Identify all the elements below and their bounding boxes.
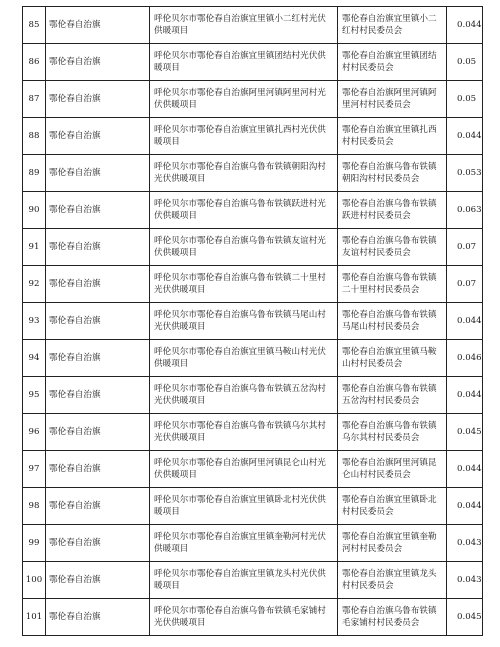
table-row xyxy=(23,192,483,229)
banner-cell: 鄂伦春自治旗 xyxy=(46,340,150,377)
project-name-cell: 呼伦贝尔市鄂伦春自治旗乌鲁布铁镇二十里村光伏供暖项目 xyxy=(150,266,338,303)
table-row xyxy=(23,451,483,488)
table-row xyxy=(23,118,483,155)
project-name-cell: 呼伦贝尔市鄂伦春自治旗宜里镇奎勒河村光伏供暖项目 xyxy=(150,525,338,562)
table-row xyxy=(23,599,483,636)
amount-cell: 0.045 xyxy=(447,414,483,451)
row-number-cell: 99 xyxy=(23,525,46,562)
implementing-unit-cell: 鄂伦春自治旗宜里镇奎勒河村村民委员会 xyxy=(338,525,447,562)
project-name-cell: 呼伦贝尔市鄂伦春自治旗乌鲁布铁镇朝阳沟村光伏供暖项目 xyxy=(150,155,338,192)
amount-cell: 0.044 xyxy=(447,451,483,488)
row-number-cell: 86 xyxy=(23,44,46,81)
implementing-unit-cell: 鄂伦春自治旗宜里镇龙头村村民委员会 xyxy=(338,562,447,599)
amount-cell: 0.053 xyxy=(447,155,483,192)
amount-cell: 0.063 xyxy=(447,192,483,229)
table-row xyxy=(23,303,483,340)
row-number-cell: 91 xyxy=(23,229,46,266)
table-row xyxy=(23,525,483,562)
row-number-cell: 93 xyxy=(23,303,46,340)
project-name-cell: 呼伦贝尔市鄂伦春自治旗阿里河镇阿里河村光伏供暖项目 xyxy=(150,81,338,118)
implementing-unit-cell: 鄂伦春自治旗乌鲁布铁镇五岔沟村村民委员会 xyxy=(338,377,447,414)
implementing-unit-cell: 鄂伦春自治旗乌鲁布铁镇跃进村村民委员会 xyxy=(338,192,447,229)
project-name-cell: 呼伦贝尔市鄂伦春自治旗宜里镇马鞍山村光伏供暖项目 xyxy=(150,340,338,377)
project-name-cell: 呼伦贝尔市鄂伦春自治旗乌鲁布铁镇毛家铺村光伏供暖项目 xyxy=(150,599,338,636)
banner-cell: 鄂伦春自治旗 xyxy=(46,414,150,451)
amount-cell: 0.046 xyxy=(447,340,483,377)
amount-cell: 0.044 xyxy=(447,488,483,525)
row-number-cell: 90 xyxy=(23,192,46,229)
table-row xyxy=(23,81,483,118)
project-name-cell: 呼伦贝尔市鄂伦春自治旗宜里镇龙头村光伏供暖项目 xyxy=(150,562,338,599)
project-name-cell: 呼伦贝尔市鄂伦春自治旗乌鲁布铁镇友谊村光伏供暖项目 xyxy=(150,229,338,266)
banner-cell: 鄂伦春自治旗 xyxy=(46,118,150,155)
project-name-cell: 呼伦贝尔市鄂伦春自治旗乌鲁布铁镇五岔沟村光伏供暖项目 xyxy=(150,377,338,414)
project-name-cell: 呼伦贝尔市鄂伦春自治旗乌鲁布铁镇乌尔其村光伏供暖项目 xyxy=(150,414,338,451)
implementing-unit-cell: 鄂伦春自治旗乌鲁布铁镇马尾山村村民委员会 xyxy=(338,303,447,340)
banner-cell: 鄂伦春自治旗 xyxy=(46,525,150,562)
amount-cell: 0.044 xyxy=(447,303,483,340)
table-row xyxy=(23,414,483,451)
project-name-cell: 呼伦贝尔市鄂伦春自治旗宜里镇卧北村光伏供暖项目 xyxy=(150,488,338,525)
row-number-cell: 100 xyxy=(23,562,46,599)
table-row xyxy=(23,377,483,414)
amount-cell: 0.07 xyxy=(447,266,483,303)
table-row xyxy=(23,155,483,192)
amount-cell: 0.043 xyxy=(447,562,483,599)
row-number-cell: 96 xyxy=(23,414,46,451)
table-row xyxy=(23,7,483,44)
banner-cell: 鄂伦春自治旗 xyxy=(46,599,150,636)
amount-cell: 0.05 xyxy=(447,81,483,118)
amount-cell: 0.07 xyxy=(447,229,483,266)
banner-cell: 鄂伦春自治旗 xyxy=(46,7,150,44)
implementing-unit-cell: 鄂伦春自治旗阿里河镇昆仑山村村民委员会 xyxy=(338,451,447,488)
project-table-page xyxy=(22,6,482,636)
banner-cell: 鄂伦春自治旗 xyxy=(46,377,150,414)
implementing-unit-cell: 鄂伦春自治旗乌鲁布铁镇二十里村村民委员会 xyxy=(338,266,447,303)
implementing-unit-cell: 鄂伦春自治旗宜里镇马鞍山村村民委员会 xyxy=(338,340,447,377)
table-row xyxy=(23,488,483,525)
row-number-cell: 85 xyxy=(23,7,46,44)
implementing-unit-cell: 鄂伦春自治旗宜里镇团结村村民委员会 xyxy=(338,44,447,81)
table-row xyxy=(23,44,483,81)
table-row xyxy=(23,340,483,377)
banner-cell: 鄂伦春自治旗 xyxy=(46,155,150,192)
banner-cell: 鄂伦春自治旗 xyxy=(46,192,150,229)
project-table xyxy=(22,6,483,636)
implementing-unit-cell: 鄂伦春自治旗乌鲁布铁镇乌尔其村村民委员会 xyxy=(338,414,447,451)
amount-cell: 0.05 xyxy=(447,44,483,81)
project-name-cell: 呼伦贝尔市鄂伦春自治旗宜里镇团结村光伏供暖项目 xyxy=(150,44,338,81)
implementing-unit-cell: 鄂伦春自治旗宜里镇小二红村村民委员会 xyxy=(338,7,447,44)
banner-cell: 鄂伦春自治旗 xyxy=(46,81,150,118)
implementing-unit-cell: 鄂伦春自治旗阿里河镇阿里河村村民委员会 xyxy=(338,81,447,118)
implementing-unit-cell: 鄂伦春自治旗宜里镇扎西村村民委员会 xyxy=(338,118,447,155)
row-number-cell: 97 xyxy=(23,451,46,488)
row-number-cell: 98 xyxy=(23,488,46,525)
banner-cell: 鄂伦春自治旗 xyxy=(46,303,150,340)
project-name-cell: 呼伦贝尔市鄂伦春自治旗宜里镇小二红村光伏供暖项目 xyxy=(150,7,338,44)
table-row xyxy=(23,229,483,266)
amount-cell: 0.044 xyxy=(447,377,483,414)
row-number-cell: 88 xyxy=(23,118,46,155)
project-name-cell: 呼伦贝尔市鄂伦春自治旗阿里河镇昆仑山村光伏供暖项目 xyxy=(150,451,338,488)
amount-cell: 0.044 xyxy=(447,7,483,44)
project-name-cell: 呼伦贝尔市鄂伦春自治旗乌鲁布铁镇马尾山村光伏供暖项目 xyxy=(150,303,338,340)
project-name-cell: 呼伦贝尔市鄂伦春自治旗乌鲁布铁镇跃进村光伏供暖项目 xyxy=(150,192,338,229)
banner-cell: 鄂伦春自治旗 xyxy=(46,266,150,303)
row-number-cell: 89 xyxy=(23,155,46,192)
table-row xyxy=(23,266,483,303)
project-table-body xyxy=(23,7,483,636)
implementing-unit-cell: 鄂伦春自治旗乌鲁布铁镇朝阳沟村村民委员会 xyxy=(338,155,447,192)
project-name-cell: 呼伦贝尔市鄂伦春自治旗宜里镇扎西村光伏供暖项目 xyxy=(150,118,338,155)
amount-cell: 0.045 xyxy=(447,599,483,636)
banner-cell: 鄂伦春自治旗 xyxy=(46,562,150,599)
row-number-cell: 92 xyxy=(23,266,46,303)
banner-cell: 鄂伦春自治旗 xyxy=(46,229,150,266)
banner-cell: 鄂伦春自治旗 xyxy=(46,44,150,81)
implementing-unit-cell: 鄂伦春自治旗乌鲁布铁镇毛家铺村村民委员会 xyxy=(338,599,447,636)
implementing-unit-cell: 鄂伦春自治旗宜里镇卧北村村民委员会 xyxy=(338,488,447,525)
table-row xyxy=(23,562,483,599)
banner-cell: 鄂伦春自治旗 xyxy=(46,451,150,488)
banner-cell: 鄂伦春自治旗 xyxy=(46,488,150,525)
row-number-cell: 95 xyxy=(23,377,46,414)
amount-cell: 0.044 xyxy=(447,118,483,155)
row-number-cell: 94 xyxy=(23,340,46,377)
implementing-unit-cell: 鄂伦春自治旗乌鲁布铁镇友谊村村民委员会 xyxy=(338,229,447,266)
row-number-cell: 101 xyxy=(23,599,46,636)
amount-cell: 0.043 xyxy=(447,525,483,562)
row-number-cell: 87 xyxy=(23,81,46,118)
